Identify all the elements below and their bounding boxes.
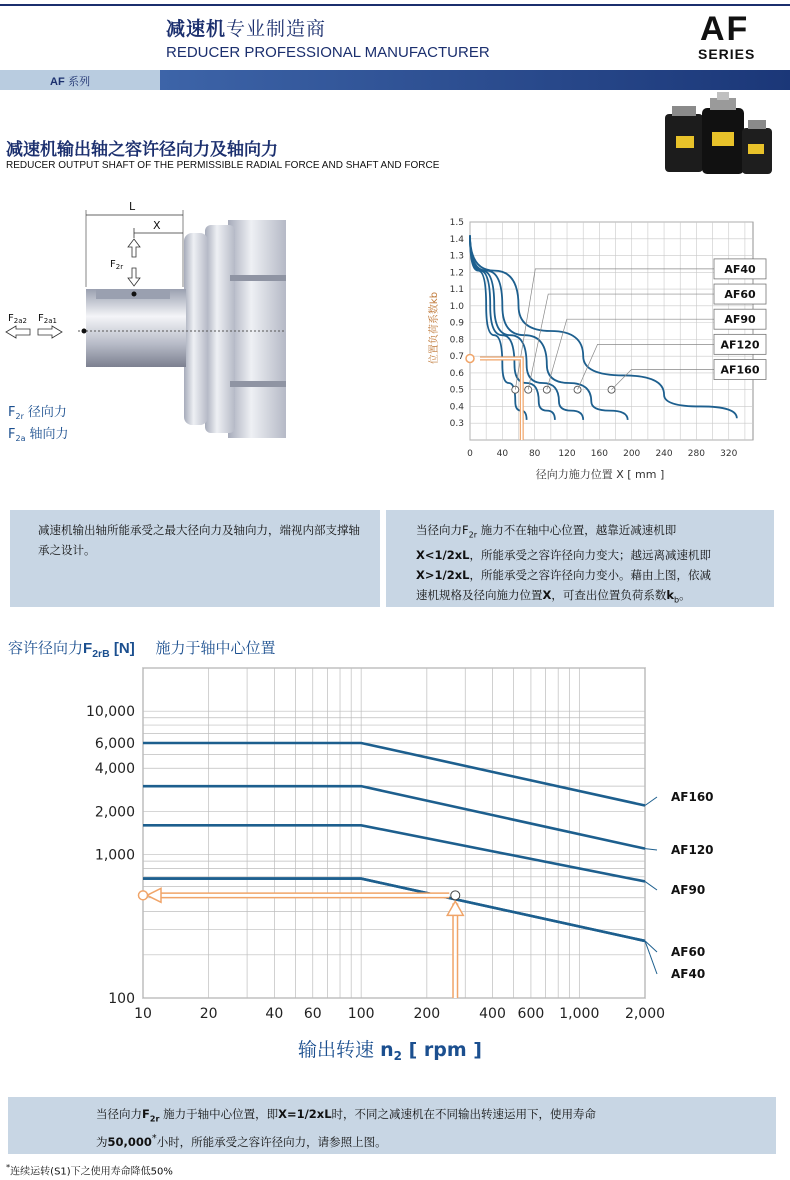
series-bar [0,70,790,90]
note-2-text: 当径向力$F_{2r}$ 施力不在轴中心位置，越靠近减速机即 X<1/2xL，所能承受之容许径向力变大；越远离减速机即 X>1/2xL，所能承受之容许径向力变小。藉由上图，依减 速机规格及径向施力位置X，可查出位置负荷系数$k_b$。 [416,523,711,605]
axial-force-arrow-right [38,326,62,338]
label-X: X [153,219,161,232]
kb-legend-label-af160: AF160 [720,363,760,377]
axial-force-arrow-left [6,326,30,338]
note-box-3 [8,1097,776,1154]
shaft-diagram [0,195,300,455]
label-F2a2: $F_{2a2}$ [8,313,27,325]
kb-xtick-label: 0 [467,449,473,459]
label-L: L [129,200,136,213]
label-F2r: $F_{2r}$ [110,259,124,271]
force-legend-label-af160: AF160 [671,790,714,804]
header-top-rule [0,4,790,6]
series-label: AF 系列 [50,75,91,88]
kb-xtick-label: 80 [528,449,541,459]
housing-flange [205,225,235,433]
note-1-text: 减速机输出轴所能承受之最大径向力及轴向力，端视内部支撑轴承之设计。 [38,523,360,557]
force-chart-title: 容许径向力$F_{2rB}$ [N] 施力于轴中心位置 [8,639,276,660]
note-box-1 [10,510,380,607]
force-chart [0,660,790,1070]
force-xtick-label: 60 [303,1006,322,1022]
legend-axial: $F_{2a}$ 轴向力 [8,427,69,443]
force-annotation-start [139,891,148,900]
force-legend-label-af120: AF120 [671,843,714,857]
force-ytick-label: 2,000 [94,804,135,821]
gearbox-small-left [665,106,703,172]
kb-xtick-label: 160 [590,449,608,459]
kb-ytick-label: 1.3 [449,251,464,262]
section-title: 减速机输出轴之容许径向力及轴向力 [6,140,278,160]
radial-force-point [132,292,137,297]
force-xtick-label: 20 [199,1006,218,1022]
kb-ytick-label: 0.7 [449,352,464,363]
housing-collar [184,233,208,425]
kb-ytick-label: 1.2 [449,268,464,279]
kb-ytick-label: 0.9 [449,318,464,329]
note-box-2 [386,510,774,607]
force-leader-af90 [645,881,657,890]
kb-xtick-label: 200 [623,449,641,459]
force-ytick-label: 10,000 [86,704,135,721]
force-annotation-point [451,891,460,900]
kb-legend-label-af60: AF60 [724,288,756,302]
kb-annotation-start [466,354,474,362]
kb-legend-label-af90: AF90 [724,313,756,327]
force-xtick-label: 10 [134,1006,152,1022]
kb-ytick-label: 1.4 [449,234,464,245]
force-xtick-label: 40 [265,1006,284,1022]
force-legend-label-af40: AF40 [671,967,706,981]
brand-title-cn: 减速机专业制造商 [166,18,327,40]
kb-ytick-label: 0.4 [449,402,464,413]
force-xtick-label: 1,000 [559,1006,600,1022]
label-F2a1: $F_{2a1}$ [38,313,57,325]
kb-xtick-label: 280 [687,449,705,459]
force-leader-af160 [645,797,657,805]
output-shaft [86,289,186,367]
kb-chart-xlabel: 径向力施力位置 X [ mm ] [535,468,665,481]
af-logo-series: SERIES [698,46,756,62]
force-xtick-label: 600 [517,1006,545,1022]
radial-force-arrow-down [128,268,140,286]
footnote: *连续运转(S1)下之使用寿命降低50% [6,1162,173,1178]
radial-force-arrow-up [128,239,140,257]
kb-marker-af90 [543,386,550,393]
kb-legend-label-af40: AF40 [724,262,756,276]
force-xtick-label: 100 [347,1006,375,1022]
force-leader-af120 [645,849,657,850]
brand-title-en: REDUCER PROFESSIONAL MANUFACTURER [166,44,490,61]
kb-xtick-label: 40 [496,449,509,459]
force-legend-label-af60: AF60 [671,945,706,959]
kb-chart [420,210,780,490]
force-chart-xlabel: 输出转速 $n_2$ [ rpm ] [298,1039,482,1063]
kb-xtick-label: 320 [720,449,738,459]
force-xtick-label: 200 [413,1006,441,1022]
axial-force-point [82,329,87,334]
force-ytick-label: 4,000 [94,761,135,778]
gearbox-small-right [742,120,772,174]
af-logo: AF [700,10,750,48]
kb-ytick-label: 0.8 [449,335,464,346]
kb-ytick-label: 0.5 [449,385,464,396]
legend-radial: $F_{2r}$ 径向力 [8,405,67,421]
product-photo [660,92,775,182]
kb-ytick-label: 1.1 [449,285,464,296]
force-ytick-label: 100 [108,991,135,1007]
force-chart-legend [645,790,714,981]
kb-xtick-label: 240 [655,449,673,459]
kb-xtick-label: 120 [558,449,576,459]
housing-body [228,220,286,438]
force-ytick-label: 6,000 [94,735,135,752]
kb-ytick-label: 1.5 [449,218,464,228]
force-xtick-label: 2,000 [624,1006,666,1022]
kb-ytick-label: 0.6 [449,368,464,379]
gearbox-large-center [702,92,744,174]
kb-marker-af40 [512,386,519,393]
force-ytick-label: 1,000 [94,847,135,864]
force-legend-label-af90: AF90 [671,883,706,897]
kb-chart-ylabel: 位置负荷系数kb [429,291,440,365]
kb-ytick-label: 0.3 [449,419,464,430]
kb-marker-af60 [525,386,532,393]
note-3-text: 当径向力$F_{2r}$ 施力于轴中心位置，即X=1/2xL时，不同之减速机在不同输出转速运用下，使用寿命 为50,000*小时，所能承受之容许径向力，请参照上图。 [96,1107,597,1150]
series-bar-dark [160,70,790,90]
section-subtitle: REDUCER OUTPUT SHAFT OF THE PERMISSIBLE RADIAL FORCE AND SHAFT AND FORCE [6,160,440,171]
kb-marker-af120 [574,386,581,393]
kb-legend-label-af120: AF120 [720,338,760,352]
kb-ytick-label: 1.0 [449,301,464,312]
force-xtick-label: 400 [479,1006,506,1022]
